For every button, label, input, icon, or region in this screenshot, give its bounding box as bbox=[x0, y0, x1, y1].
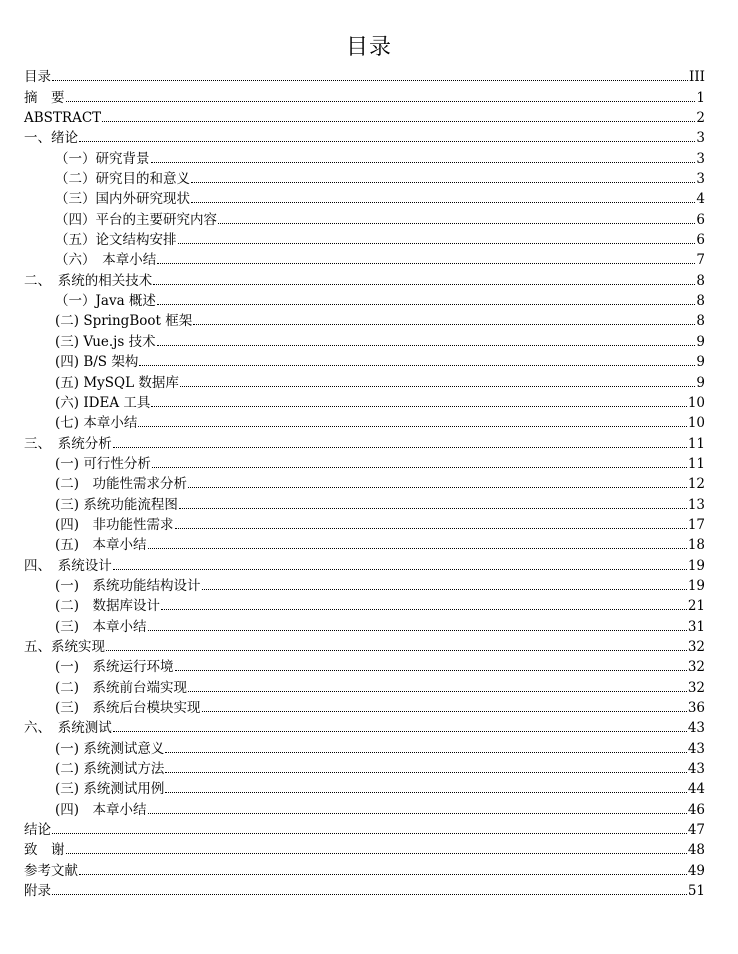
toc-entry-page-number: 46 bbox=[687, 801, 705, 818]
dot-leader bbox=[218, 222, 695, 224]
toc-list bbox=[24, 65, 705, 899]
toc-entry[interactable] bbox=[24, 635, 705, 655]
toc-entry-page-number: 8 bbox=[696, 313, 705, 330]
toc-entry-page-number: 9 bbox=[696, 354, 705, 371]
toc-entry-label: （一）研究背景 bbox=[55, 150, 150, 167]
toc-entry-label: (四) B/S 架构 bbox=[55, 354, 139, 371]
toc-entry-page-number: 43 bbox=[687, 740, 705, 757]
toc-entry-page-number: 1 bbox=[696, 89, 705, 106]
toc-entry[interactable] bbox=[24, 757, 705, 777]
dot-leader bbox=[113, 568, 687, 570]
dot-leader bbox=[188, 690, 687, 692]
toc-entry[interactable] bbox=[24, 207, 705, 227]
dot-leader bbox=[153, 283, 695, 285]
toc-entry-page-number: 11 bbox=[687, 435, 705, 452]
toc-entry-page-number: 47 bbox=[687, 822, 705, 839]
toc-entry-page-number: 36 bbox=[687, 700, 705, 716]
dot-leader bbox=[188, 486, 687, 488]
dot-leader bbox=[152, 466, 687, 468]
toc-entry-label: （五）论文结构安排 bbox=[55, 232, 177, 249]
toc-entry-label: 二、 系统的相关技术 bbox=[24, 272, 153, 289]
toc-entry-label: （二）研究目的和意义 bbox=[55, 171, 190, 188]
toc-entry-page-number: 7 bbox=[696, 252, 705, 269]
toc-entry-label: (二) 功能性需求分析 bbox=[55, 476, 188, 493]
toc-entry-page-number: 10 bbox=[687, 415, 705, 432]
toc-entry-page-number: 43 bbox=[687, 761, 705, 778]
toc-entry-label: 结论 bbox=[24, 822, 51, 839]
toc-entry-page-number: 10 bbox=[687, 394, 705, 411]
toc-entry-label: 四、 系统设计 bbox=[24, 557, 112, 574]
toc-entry[interactable] bbox=[24, 452, 705, 472]
toc-entry[interactable] bbox=[24, 574, 705, 594]
toc-entry-label: (二) 数据库设计 bbox=[55, 598, 161, 615]
toc-entry[interactable] bbox=[24, 106, 705, 126]
toc-entry-label: 六、 系统测试 bbox=[24, 720, 112, 737]
dot-leader bbox=[165, 751, 686, 753]
toc-entry-label: 摘 要 bbox=[24, 89, 65, 106]
toc-entry[interactable] bbox=[24, 492, 705, 512]
toc-entry-label: (二) 系统前台端实现 bbox=[55, 679, 188, 696]
toc-entry[interactable] bbox=[24, 777, 705, 797]
toc-entry-label: 附录 bbox=[24, 883, 51, 900]
toc-entry-page-number: 9 bbox=[696, 374, 705, 391]
dot-leader bbox=[148, 547, 687, 549]
toc-entry-page-number: 17 bbox=[687, 516, 705, 533]
toc-entry[interactable] bbox=[24, 289, 705, 309]
toc-entry[interactable] bbox=[24, 248, 705, 268]
toc-entry-page-number: 3 bbox=[696, 150, 705, 167]
toc-entry-label: (四) 本章小结 bbox=[55, 801, 147, 818]
dot-leader bbox=[79, 873, 687, 875]
toc-entry-label: (三) Vue.js 技术 bbox=[55, 333, 156, 350]
dot-leader bbox=[175, 527, 687, 529]
dot-leader bbox=[79, 140, 695, 142]
dot-leader bbox=[180, 385, 696, 387]
toc-entry-page-number: 31 bbox=[687, 618, 705, 635]
toc-entry-label: (二) SpringBoot 框架 bbox=[55, 313, 193, 330]
dot-leader bbox=[52, 832, 687, 834]
toc-entry-label: 三、 系统分析 bbox=[24, 435, 112, 452]
toc-entry[interactable] bbox=[24, 513, 705, 533]
toc-entry-label: (三) 系统功能流程图 bbox=[55, 496, 178, 513]
toc-entry-label: (六) IDEA 工具 bbox=[55, 394, 151, 411]
toc-entry-page-number: 9 bbox=[696, 333, 705, 350]
dot-leader bbox=[179, 507, 687, 509]
toc-entry-page-number: 13 bbox=[687, 496, 705, 513]
toc-entry-page-number: 49 bbox=[687, 862, 705, 879]
toc-entry-label: (三) 系统测试用例 bbox=[55, 781, 165, 798]
toc-entry[interactable] bbox=[24, 858, 705, 878]
dot-leader bbox=[178, 242, 696, 244]
toc-entry-label: (七) 本章小结 bbox=[55, 415, 138, 432]
dot-leader bbox=[175, 669, 687, 671]
toc-entry-page-number: 51 bbox=[687, 883, 705, 900]
toc-entry-page-number: 19 bbox=[687, 577, 705, 594]
toc-entry-label: 致 谢 bbox=[24, 842, 65, 859]
toc-entry[interactable] bbox=[24, 391, 705, 411]
toc-entry[interactable] bbox=[24, 797, 705, 817]
toc-entry[interactable] bbox=[24, 146, 705, 166]
toc-entry-label: (五) 本章小结 bbox=[55, 537, 147, 554]
toc-entry-page-number: 4 bbox=[696, 191, 705, 208]
toc-entry[interactable] bbox=[24, 736, 705, 756]
dot-leader bbox=[165, 791, 686, 793]
toc-entry-label: 一、绪论 bbox=[24, 130, 78, 147]
dot-leader bbox=[139, 364, 695, 366]
toc-entry-page-number: 48 bbox=[687, 842, 705, 859]
toc-entry[interactable] bbox=[24, 879, 705, 899]
toc-entry-label: (一) 系统测试意义 bbox=[55, 740, 165, 757]
toc-entry[interactable] bbox=[24, 431, 705, 451]
toc-entry-label: (三) 系统后台模块实现 bbox=[55, 700, 201, 716]
toc-entry[interactable] bbox=[24, 675, 705, 695]
toc-entry-label: （六） 本章小结 bbox=[55, 252, 157, 269]
toc-entry[interactable] bbox=[24, 411, 705, 431]
toc-entry-label: ABSTRACT bbox=[24, 110, 102, 127]
dot-leader bbox=[202, 588, 687, 590]
toc-entry-page-number: 11 bbox=[687, 455, 705, 472]
toc-entry-page-number: 8 bbox=[696, 272, 705, 289]
dot-leader bbox=[191, 201, 695, 203]
toc-entry[interactable] bbox=[24, 65, 705, 85]
toc-entry[interactable] bbox=[24, 655, 705, 675]
dot-leader bbox=[151, 405, 686, 407]
dot-leader bbox=[157, 344, 696, 346]
toc-entry-page-number: 21 bbox=[687, 598, 705, 615]
dot-leader bbox=[106, 649, 687, 651]
toc-entry-label: (一) 系统功能结构设计 bbox=[55, 577, 201, 594]
toc-entry[interactable] bbox=[24, 838, 705, 858]
toc-entry[interactable] bbox=[24, 187, 705, 207]
dot-leader bbox=[66, 100, 696, 102]
toc-entry[interactable] bbox=[24, 614, 705, 634]
toc-entry-label: (三) 本章小结 bbox=[55, 618, 147, 635]
dot-leader bbox=[157, 262, 695, 264]
toc-entry[interactable] bbox=[24, 309, 705, 329]
toc-entry-page-number: III bbox=[689, 69, 705, 86]
toc-entry[interactable] bbox=[24, 553, 705, 573]
toc-entry-label: 目录 bbox=[24, 69, 51, 86]
toc-entry[interactable] bbox=[24, 533, 705, 553]
toc-entry[interactable] bbox=[24, 85, 705, 105]
toc-entry-label: (一) 可行性分析 bbox=[55, 455, 151, 472]
toc-entry-page-number: 43 bbox=[687, 720, 705, 737]
toc-entry-label: （三）国内外研究现状 bbox=[55, 191, 190, 208]
dot-leader bbox=[165, 771, 686, 773]
dot-leader bbox=[157, 303, 695, 305]
toc-entry-page-number: 32 bbox=[687, 638, 705, 655]
toc-entry[interactable] bbox=[24, 370, 705, 390]
toc-entry[interactable] bbox=[24, 818, 705, 838]
toc-entry-page-number: 6 bbox=[696, 232, 705, 249]
toc-entry-page-number: 32 bbox=[687, 659, 705, 676]
toc-entry-label: 参考文献 bbox=[24, 862, 78, 879]
dot-leader bbox=[191, 181, 695, 183]
toc-entry-label: 五、系统实现 bbox=[24, 638, 105, 655]
dot-leader bbox=[113, 446, 687, 448]
toc-entry-page-number: 32 bbox=[687, 679, 705, 696]
toc-entry[interactable] bbox=[24, 329, 705, 349]
toc-entry-page-number: 6 bbox=[696, 211, 705, 228]
toc-entry[interactable] bbox=[24, 472, 705, 492]
dot-leader bbox=[138, 425, 686, 427]
toc-entry-label: (二) 系统测试方法 bbox=[55, 761, 165, 778]
toc-entry-page-number: 18 bbox=[687, 537, 705, 554]
toc-entry[interactable] bbox=[24, 126, 705, 146]
dot-leader bbox=[113, 730, 687, 732]
toc-entry[interactable] bbox=[24, 350, 705, 370]
toc-entry-page-number: 12 bbox=[687, 476, 705, 493]
toc-entry[interactable] bbox=[24, 716, 705, 736]
dot-leader bbox=[52, 79, 688, 81]
toc-title: 目录 bbox=[345, 35, 392, 60]
toc-entry-label: （一）Java 概述 bbox=[55, 293, 156, 310]
toc-entry[interactable] bbox=[24, 228, 705, 248]
dot-leader bbox=[102, 120, 695, 122]
toc-entry-page-number: 3 bbox=[696, 171, 705, 188]
toc-entry[interactable] bbox=[24, 268, 705, 288]
toc-entry[interactable] bbox=[24, 167, 705, 187]
dot-leader bbox=[52, 893, 687, 895]
toc-entry-label: (五) MySQL 数据库 bbox=[55, 374, 179, 391]
toc-entry-page-number: 44 bbox=[687, 781, 705, 798]
dot-leader bbox=[202, 710, 687, 712]
toc-entry[interactable] bbox=[24, 594, 705, 614]
dot-leader bbox=[66, 852, 687, 854]
toc-entry[interactable] bbox=[24, 696, 705, 716]
dot-leader bbox=[151, 161, 696, 163]
dot-leader bbox=[148, 629, 687, 631]
dot-leader bbox=[193, 323, 695, 325]
dot-leader bbox=[161, 608, 687, 610]
toc-entry-label: (一) 系统运行环境 bbox=[55, 659, 174, 676]
dot-leader bbox=[148, 812, 687, 814]
toc-entry-page-number: 8 bbox=[696, 293, 705, 310]
toc-entry-label: （四）平台的主要研究内容 bbox=[55, 211, 217, 228]
toc-entry-label: (四) 非功能性需求 bbox=[55, 516, 174, 533]
toc-entry-page-number: 3 bbox=[696, 130, 705, 147]
toc-entry-page-number: 2 bbox=[696, 110, 705, 127]
toc-entry-page-number: 19 bbox=[687, 557, 705, 574]
